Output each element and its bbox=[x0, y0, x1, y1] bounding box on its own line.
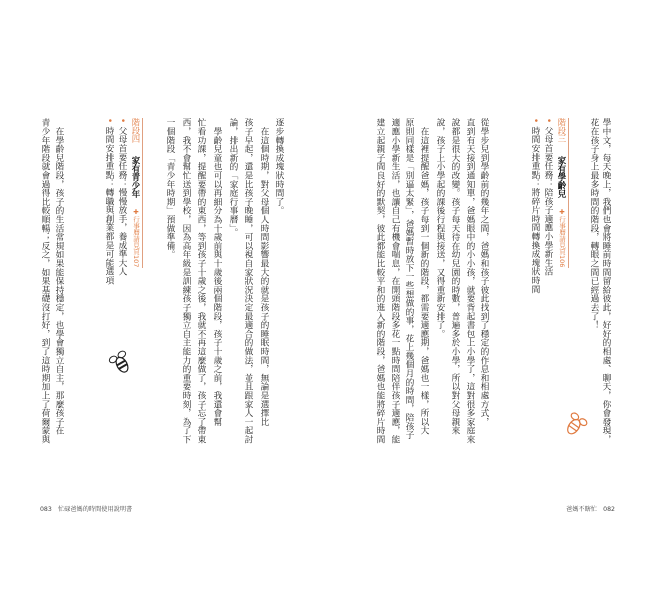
text-column: 論，排出新的「家庭行事曆」。 bbox=[228, 118, 238, 237]
text-column: 直到有天接到通知單，爸媽眼中的小小孩，就要背起書包上小學了，這對很多家庭來 bbox=[465, 118, 475, 444]
section-heading-stage-3 bbox=[556, 118, 569, 268]
bullet-item bbox=[530, 118, 540, 293]
text-column: 西，我不會幫忙送到學校，因為高年級是訓練孩子獨立自主能力的重要時刻，為了下 bbox=[181, 118, 191, 444]
section-title: 家有青少年 bbox=[131, 155, 141, 198]
bullet-item bbox=[117, 118, 127, 276]
text-column: 原則同樣是「別逼太緊」，爸媽暫時放下一些想做的事，花上幾個月的時間，陪孩子 bbox=[404, 118, 414, 440]
text-column: 忙看功課，提醒要帶的東西，等到孩子十歲之後，我就不再這麼做了，孩子忘了帶東 bbox=[196, 118, 206, 444]
section-title: 家有學齡兒 bbox=[557, 155, 567, 198]
bullet-icon: • bbox=[104, 118, 114, 124]
calendar-ref-link: ✚行事曆請見頁106 bbox=[558, 208, 566, 268]
text-column: 孩子早起，還是比孩子晚睡，可以視自家狀況決定最適合的做法，並且跟家人一起討 bbox=[243, 118, 253, 444]
bullet-text: 父母首要任務：慢慢放手，養成準大人 bbox=[117, 126, 127, 276]
section-heading-stage-4 bbox=[130, 118, 143, 268]
text-column: 說都是很大的改變。孩子每天待在幼兒園的時數，普遍多於小學，所以對父母親來 bbox=[450, 118, 460, 435]
page-footer: 083 忙碌爸媽的時間使用說明書 bbox=[40, 506, 133, 513]
bullet-text: 父母首要任務：陪孩子適應小學新生活 bbox=[543, 126, 553, 276]
text-column: 學齡兒童也可以再細分為十歲前與十歲後兩個階段，孩子十歲之前，我還會幫 bbox=[212, 118, 222, 426]
bee-icon bbox=[562, 412, 588, 438]
text-column: 學中文，每天晚上，我們也會將睡前時間留給彼此，好好的相處、聊天，你會發現， bbox=[601, 118, 611, 444]
text-column: 從學步兒到學齡前的幾年之間，爸媽和孩子彼此找到了穩定的作息和相處方式， bbox=[479, 118, 489, 426]
text-column: 花在孩子身上最多時間的階段，轉眼之間已經過去了！ bbox=[589, 118, 599, 330]
text-column: 逐步轉換成塊狀時間了。 bbox=[274, 118, 284, 215]
bullet-icon: • bbox=[530, 118, 540, 124]
page-footer: 爸媽不瞎忙 082 bbox=[566, 506, 615, 513]
calendar-ref-link: ✚行事曆請見頁107 bbox=[132, 208, 140, 268]
text-column: 在這個時期，對父母個人時間影響最大的就是孩子的睡眠時間，無論是選擇比 bbox=[259, 118, 269, 426]
bullet-icon: • bbox=[543, 118, 553, 124]
text-column: 在這裡提醒爸媽，孩子每到一個新的階段，都需要適應期，爸媽也一樣，所以大 bbox=[419, 118, 429, 435]
bee-icon bbox=[108, 350, 134, 376]
text-column: 一個階段「青少年時期」預做準備。 bbox=[165, 118, 175, 259]
bullet-item bbox=[104, 118, 114, 285]
stage-label: 階段三 bbox=[557, 118, 567, 144]
text-column: 適應小學新生活，也讓自己有機會喘息，在開頭階段多花一點時間陪伴孩子適應，能 bbox=[390, 118, 400, 444]
text-column: 建立起親子間良好的默契，彼此都能比較平和的進入新的階段，爸媽也能將碎片時間 bbox=[375, 118, 385, 444]
stage-label: 階段四 bbox=[131, 118, 141, 144]
text-column: 青少年階段就會過得比較順暢；反之，如果基礎沒打好，到了這時期加上了荷爾蒙與 bbox=[40, 118, 50, 444]
bullet-icon: • bbox=[117, 118, 127, 124]
bullet-text: 時間安排重點：轉職與創業都是可能選項 bbox=[104, 126, 114, 285]
text-column: 在學齡兒階段，孩子的生活常規如果能保持穩定，也學會獨立自主，那麼孩子在 bbox=[54, 118, 64, 435]
bullet-text: 時間安排重點：將碎片時間轉換成塊狀時間 bbox=[530, 126, 540, 294]
text-column: 說，孩子上小學起的課後行程與接送，又得重新安排了。 bbox=[435, 118, 445, 338]
bullet-item bbox=[543, 118, 553, 276]
